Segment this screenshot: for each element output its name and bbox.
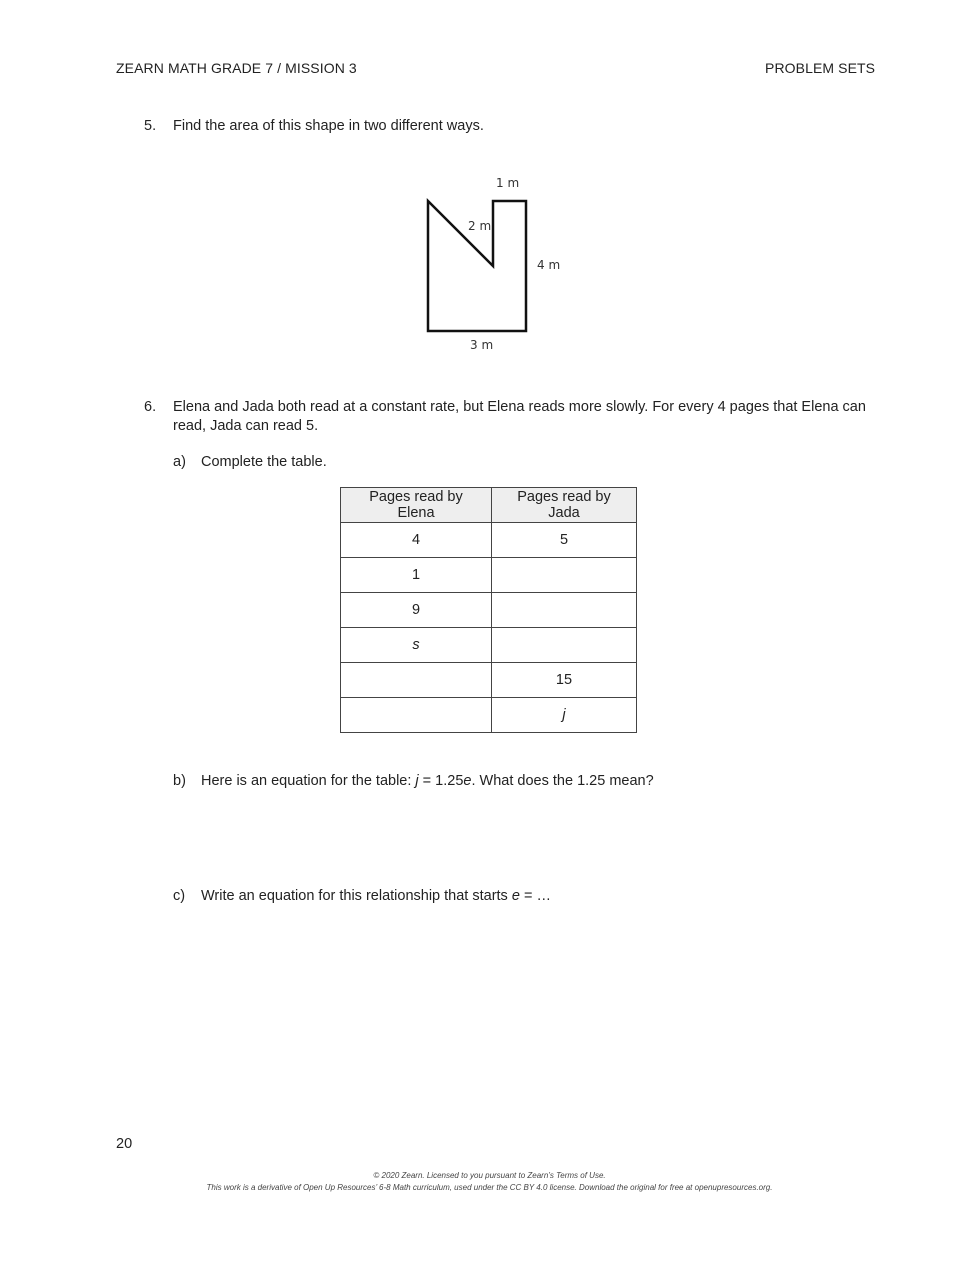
header-title: ZEARN MATH GRADE 7 / MISSION 3 (116, 60, 357, 76)
table-row (341, 523, 637, 558)
var-j: j (415, 773, 419, 789)
jada-cell-blank[interactable] (492, 628, 637, 663)
table-row (341, 663, 637, 698)
part-c-text (201, 887, 551, 906)
jada-cell-blank[interactable] (492, 558, 637, 593)
table-row (341, 558, 637, 593)
part-b-label: b) (173, 773, 186, 789)
var-e: e (463, 773, 472, 789)
label-right-height: 4 m (537, 258, 561, 272)
table-row (341, 698, 637, 733)
part-b-text-mid: = 1.25 (418, 773, 464, 789)
page-number: 20 (116, 1136, 133, 1152)
label-diagonal: 2 m (468, 219, 492, 233)
footer-copyright: © 2020 Zearn. Licensed to you pursuant to Zearn’s Terms of Use. (373, 1171, 606, 1180)
part-c-label: c) (173, 888, 186, 904)
part-c-text-after: = … (519, 888, 551, 904)
label-bottom-width: 3 m (470, 338, 494, 352)
var-e: e (511, 888, 520, 904)
elena-cell: 9 (341, 593, 492, 628)
header-section: PROBLEM SETS (765, 60, 876, 76)
header-jada: Pages read by Jada (492, 488, 637, 523)
area-shape-figure (400, 168, 580, 358)
jada-cell-blank[interactable] (492, 593, 637, 628)
jada-cell: 15 (492, 663, 637, 698)
jada-cell: 5 (492, 523, 637, 558)
jada-cell: j (492, 698, 637, 733)
part-b-text-after: . What does the 1.25 mean? (471, 773, 654, 789)
problem-6-number: 6. (144, 399, 157, 415)
header-elena: Pages read by Elena (341, 488, 492, 523)
elena-cell: 1 (341, 558, 492, 593)
elena-cell-blank[interactable] (341, 663, 492, 698)
pages-table (340, 487, 637, 733)
problem-5-text: Find the area of this shape in two different ways. (173, 118, 484, 134)
problem-6-text: Elena and Jada both read at a constant rate, but Elena reads more slowly. For every 4 pages that Elena can read, Jada can read 5. (173, 399, 866, 434)
problem-5-number: 5. (144, 118, 157, 134)
part-a-label: a) (173, 454, 186, 470)
table-row (341, 628, 637, 663)
footer-license: This work is a derivative of Open Up Resources’ 6-8 Math curriculum, used under the CC BY 4.0 license. Download the original for free at openupresources.org. (206, 1183, 773, 1192)
elena-cell: 4 (341, 523, 492, 558)
elena-cell: s (341, 628, 492, 663)
table-row (341, 593, 637, 628)
elena-cell-blank[interactable] (341, 698, 492, 733)
part-b-text-before: Here is an equation for the table: (201, 773, 416, 789)
label-top-width: 1 m (496, 176, 520, 190)
part-a-text: Complete the table. (201, 454, 327, 470)
part-c-text-before: Write an equation for this relationship that starts (201, 888, 512, 904)
part-b-text (201, 772, 654, 791)
